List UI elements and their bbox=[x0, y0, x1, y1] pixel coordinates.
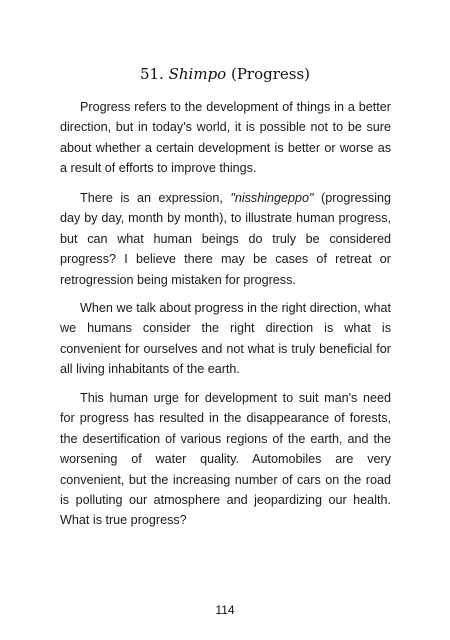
paragraph-4: This human urge for development to suit man's need for progress has resulted in the disappearance of forests, the desertification of various regions of the earth, and the worsening of water quality. Automobiles are very convenient, but the increasing number of cars on the road is polluting our atmosphere and jeopardizing our health. What is true progress? bbox=[60, 391, 391, 528]
page-number: 114 bbox=[215, 603, 235, 617]
chapter-title-translation: (Progress) bbox=[230, 65, 311, 83]
paragraph-3: When we talk about progress in the right direction, what we humans consider the right direction is what is convenient for ourselves and not what is truly beneficial for all living inhabitants of the earth. bbox=[60, 301, 391, 377]
paragraph-1: Progress refers to the development of things in a better direction, but in today's world, it is possible not to be sure about whether a certain development is better or worse as a result of efforts to improve things. bbox=[60, 100, 391, 176]
chapter-number: 51. bbox=[139, 65, 164, 83]
chapter-title bbox=[0, 64, 450, 84]
paragraph-2-term: "nisshingeppo" bbox=[230, 191, 314, 205]
chapter-title-word: Shimpo bbox=[168, 65, 227, 83]
paragraph-2-text-start: There is an expression, bbox=[80, 191, 231, 205]
paragraph-2 bbox=[60, 188, 391, 290]
paragraph-2-text-end: (progressing day by day, month by month), to illustrate human progress, but can what human beings do truly be considered progress? I believe there may be cases of retreat or retrogression being mistaken for progress. bbox=[60, 191, 391, 287]
